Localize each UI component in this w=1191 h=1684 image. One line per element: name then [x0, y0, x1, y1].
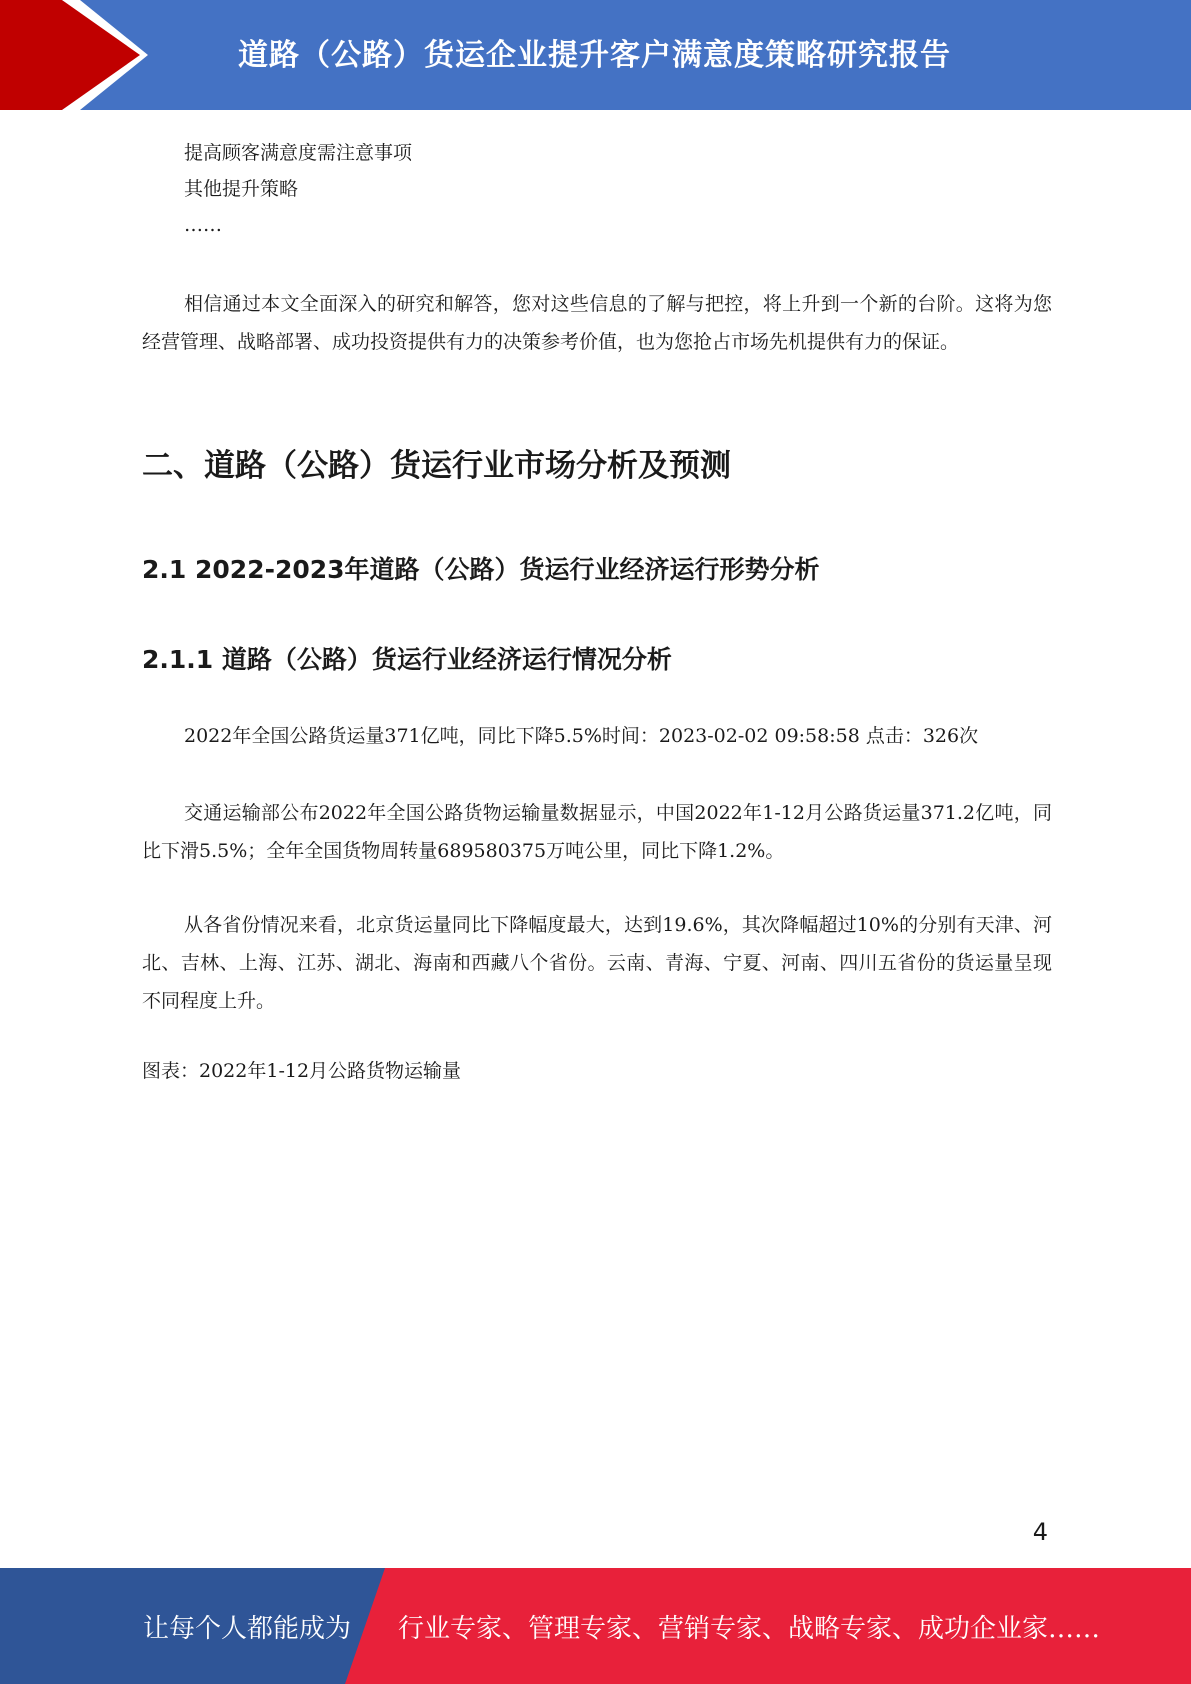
toc-item-other-strategies: 其他提升策略: [184, 178, 299, 200]
footer-slogan-left: 让每个人都能成为: [143, 1614, 352, 1644]
news-line: 2022年全国公路货运量371亿吨，同比下降5.5%时间：2023-02-02 09:58:58 点击：326次: [184, 725, 979, 747]
footer-slogan-right: 行业专家、管理专家、营销专家、战略专家、成功企业家……: [398, 1614, 1101, 1644]
section-heading: 二、道路（公路）货运行业市场分析及预测: [142, 448, 731, 484]
paragraph-provinces: 从各省份情况来看，北京货运量同比下降幅度最大，达到19.6%，其次降幅超过10%的分别有天津、河北、吉林、上海、江苏、湖北、海南和西藏八个省份。云南、青海、宁夏、河南、四川五省份的货运量呈现不同程度上升。: [142, 914, 1052, 1012]
figure-caption: 图表：2022年1-12月公路货物运输量: [142, 1060, 462, 1082]
footer-banner: [0, 1568, 1191, 1684]
intro-paragraph: 相信通过本文全面深入的研究和解答，您对这些信息的了解与把控，将上升到一个新的台阶。这将为您经营管理、战略部署、成功投资提供有力的决策参考价值，也为您抢占市场先机提供有力的保证。: [142, 293, 1052, 353]
paragraph-freight-volume: 交通运输部公布2022年全国公路货物运输量数据显示，中国2022年1-12月公路货运量371.2亿吨，同比下滑5.5%；全年全国货物周转量689580375万吨公里，同比下降1.2%。: [142, 802, 1052, 862]
subsubsection-heading: 2.1.1 道路（公路）货运行业经济运行情况分析: [142, 645, 672, 674]
toc-item-ellipsis: ……: [184, 214, 222, 236]
header-chevron-icon: [0, 0, 160, 110]
page-number: 4: [1032, 1518, 1048, 1546]
subsection-heading: 2.1 2022-2023年道路（公路）货运行业经济运行形势分析: [142, 555, 820, 584]
header-banner: [0, 0, 1191, 110]
report-title: 道路（公路）货运企业提升客户满意度策略研究报告: [238, 38, 951, 73]
toc-item-notes: 提高顾客满意度需注意事项: [184, 142, 413, 164]
